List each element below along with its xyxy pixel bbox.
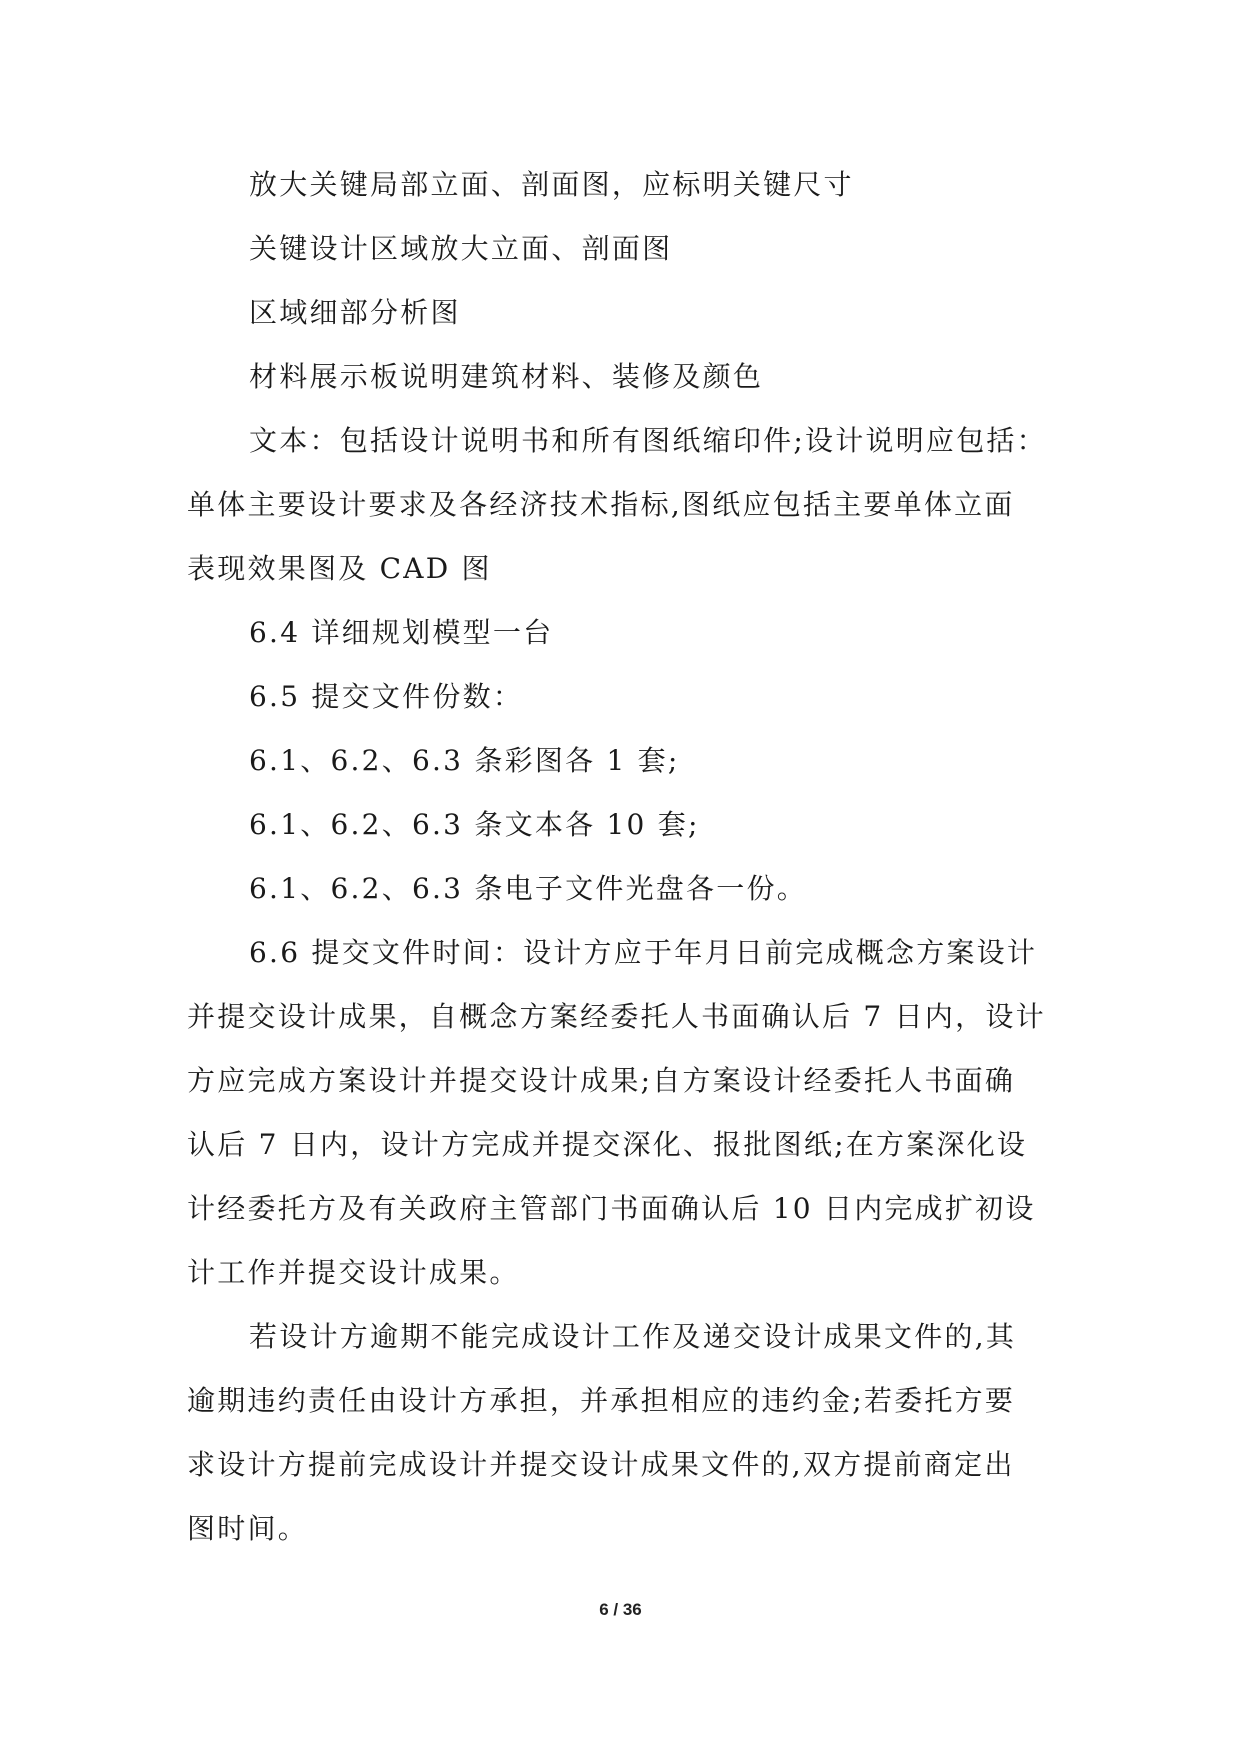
text-line: 6.5 提交文件份数：	[249, 680, 524, 713]
text-line: 区域细部分析图	[249, 296, 461, 329]
text-line: 放大关键局部立面、剖面图，应标明关键尺寸	[249, 168, 854, 201]
document-body	[187, 153, 1067, 1561]
text-line: 6.6 提交文件时间：设计方应于年月日前完成概念方案设计	[249, 936, 1038, 969]
text-line: 6.1、6.2、6.3 条电子文件光盘各一份。	[249, 872, 808, 905]
text-line: 单体主要设计要求及各经济技术指标,图纸应包括主要单体立面	[187, 488, 1015, 521]
text-line: 求设计方提前完成设计并提交设计成果文件的,双方提前商定出	[187, 1448, 1015, 1481]
text-line: 6.4 详细规划模型一台	[249, 616, 554, 649]
text-line: 认后 7 日内，设计方完成并提交深化、报批图纸;在方案深化设	[187, 1128, 1028, 1161]
text-line: 6.1、6.2、6.3 条彩图各 1 套;	[249, 744, 680, 777]
page-number: 6 / 36	[599, 1600, 642, 1619]
text-line: 计工作并提交设计成果。	[187, 1256, 520, 1289]
text-line: 文本：包括设计说明书和所有图纸缩印件;设计说明应包括：	[249, 424, 1047, 457]
text-line: 并提交设计成果，自概念方案经委托人书面确认后 7 日内，设计	[187, 1000, 1046, 1033]
text-line: 方应完成方案设计并提交设计成果;自方案设计经委托人书面确	[187, 1064, 1016, 1097]
text-line: 计经委托方及有关政府主管部门书面确认后 10 日内完成扩初设	[187, 1192, 1036, 1225]
text-line: 关键设计区域放大立面、剖面图	[249, 232, 673, 265]
text-line: 6.1、6.2、6.3 条文本各 10 套;	[249, 808, 700, 841]
text-line: 材料展示板说明建筑材料、装修及颜色	[249, 360, 764, 393]
text-line: 逾期违约责任由设计方承担，并承担相应的违约金;若委托方要	[187, 1384, 1016, 1417]
text-line: 若设计方逾期不能完成设计工作及递交设计成果文件的,其	[249, 1320, 1017, 1353]
text-line: 图时间。	[187, 1512, 308, 1545]
text-line: 表现效果图及 CAD 图	[187, 552, 492, 585]
